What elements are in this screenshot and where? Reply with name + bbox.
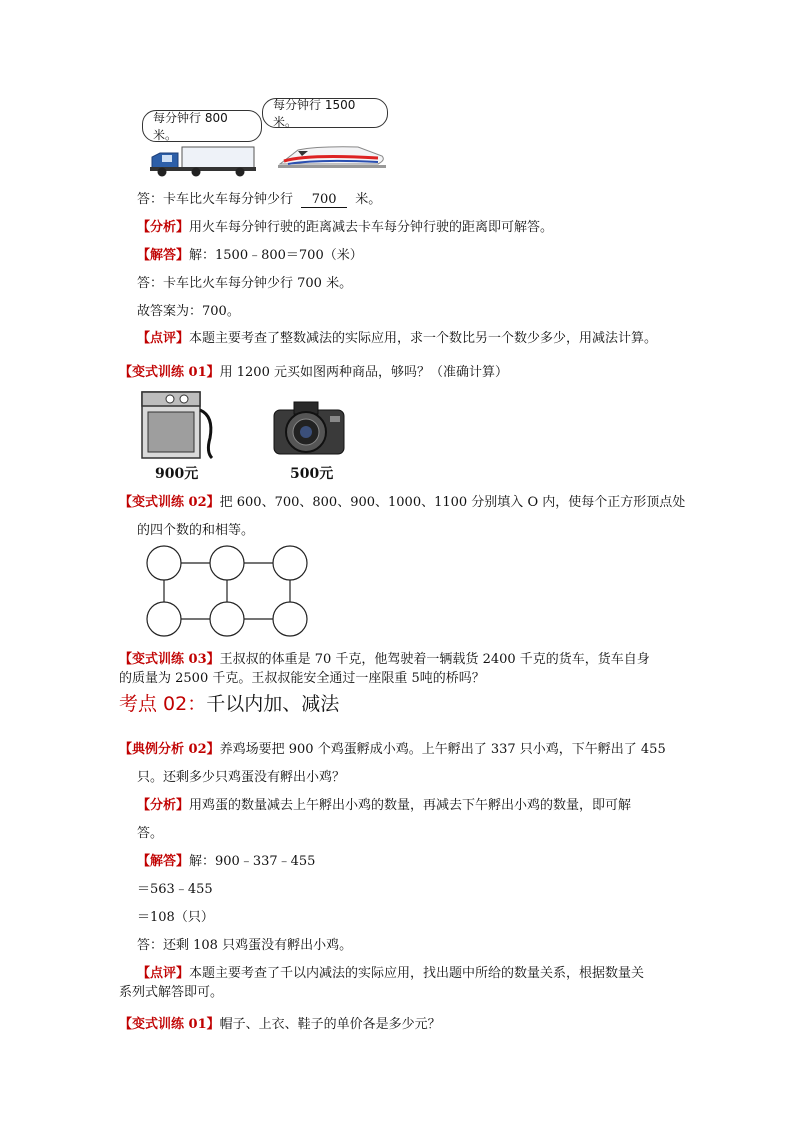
example2-question-line1: 【典例分析 02】养鸡场要把 900 个鸡蛋孵成小鸡。上午孵出了 337 只小鸡，下午孵出了 455 <box>119 742 666 757</box>
camera-price: 500元 <box>290 466 334 482</box>
camera-icon <box>272 400 346 456</box>
analysis-tag: 【分析】 <box>137 798 190 813</box>
example2-comment-line2: 系列式解答即可。 <box>119 985 224 1000</box>
example1-analysis: 【分析】用火车每分钟行驶的距离减去卡车每分钟行驶的距离即可解答。 <box>137 220 554 235</box>
variant3-question-line1: 【变式训练 03】王叔叔的体重是 70 千克，他驾驶着一辆载货 2400 千克的货车，货车自身 <box>119 652 650 667</box>
example1-comment: 【点评】本题主要考查了整数减法的实际应用，求一个数比另一个数少多少，用减法计算。 <box>137 331 658 346</box>
solution-tag: 【解答】 <box>137 854 190 869</box>
variant-tag: 【变式训练 01】 <box>119 1017 220 1032</box>
variant-tag: 【变式训练 01】 <box>119 365 220 380</box>
solution-tag: 【解答】 <box>137 248 190 263</box>
washing-machine-price: 900元 <box>155 466 199 482</box>
example1-solution: 【解答】解：1500﹣800＝700（米） <box>137 248 363 263</box>
example-tag: 【典例分析 02】 <box>119 742 220 757</box>
train-speed-text: 每分钟行 1500 米。 <box>273 98 356 129</box>
variant2-question-line1: 【变式训练 02】把 600、700、800、900、1000、1100 分别填入 O 内，使每个正方形顶点处 <box>119 495 686 510</box>
example2-step3: ＝108（只） <box>137 910 214 925</box>
variant1-question: 【变式训练 01】用 1200 元买如图两种商品，够吗？（准确计算） <box>119 365 508 380</box>
example2-solution: 【解答】解：900﹣337﹣455 <box>137 854 316 869</box>
variant-tag: 【变式训练 03】 <box>119 652 220 667</box>
variant-tag: 【变式训练 02】 <box>119 495 220 510</box>
example2-comment-line1: 【点评】本题主要考查了千以内减法的实际应用，找出题中所给的数量关系，根据数量关 <box>137 966 645 981</box>
truck-speed-text: 每分钟行 800 米。 <box>153 111 228 142</box>
truck-speech-bubble <box>142 110 262 142</box>
example2-analysis-line1: 【分析】用鸡蛋的数量减去上午孵出小鸡的数量，再减去下午孵出小鸡的数量，即可解 <box>137 798 632 813</box>
variant3-question-line2: 的质量为 2500 千克。王叔叔能安全通过一座限重 5吨的桥吗？ <box>119 671 485 686</box>
train-icon <box>278 142 388 172</box>
answer-blank: 700 <box>301 192 347 208</box>
example2-analysis-line2: 答。 <box>137 826 164 841</box>
example1-final: 故答案为：700。 <box>137 304 240 319</box>
comment-tag: 【点评】 <box>137 966 190 981</box>
example2-question-line2: 只。还剩多少只鸡蛋没有孵出小鸡？ <box>137 770 346 785</box>
variant2-question-line2: 的四个数的和相等。 <box>137 523 255 538</box>
train-speech-bubble <box>262 98 388 128</box>
truck-icon <box>148 145 258 177</box>
circle-square-diagram <box>142 543 312 639</box>
example2-step2: ＝563﹣455 <box>137 882 213 897</box>
variant4-question: 【变式训练 01】帽子、上衣、鞋子的单价各是多少元？ <box>119 1017 441 1032</box>
comment-tag: 【点评】 <box>137 331 190 346</box>
section-heading: 考点 02：千以内加、减法 <box>119 693 340 715</box>
washing-machine-icon <box>140 390 216 460</box>
example2-answer: 答：还剩 108 只鸡蛋没有孵出小鸡。 <box>137 938 353 953</box>
example1-answer2: 答：卡车比火车每分钟少行 700 米。 <box>137 276 353 291</box>
example1-answer: 答：卡车比火车每分钟少行 700 米。 <box>137 192 382 207</box>
analysis-tag: 【分析】 <box>137 220 190 235</box>
